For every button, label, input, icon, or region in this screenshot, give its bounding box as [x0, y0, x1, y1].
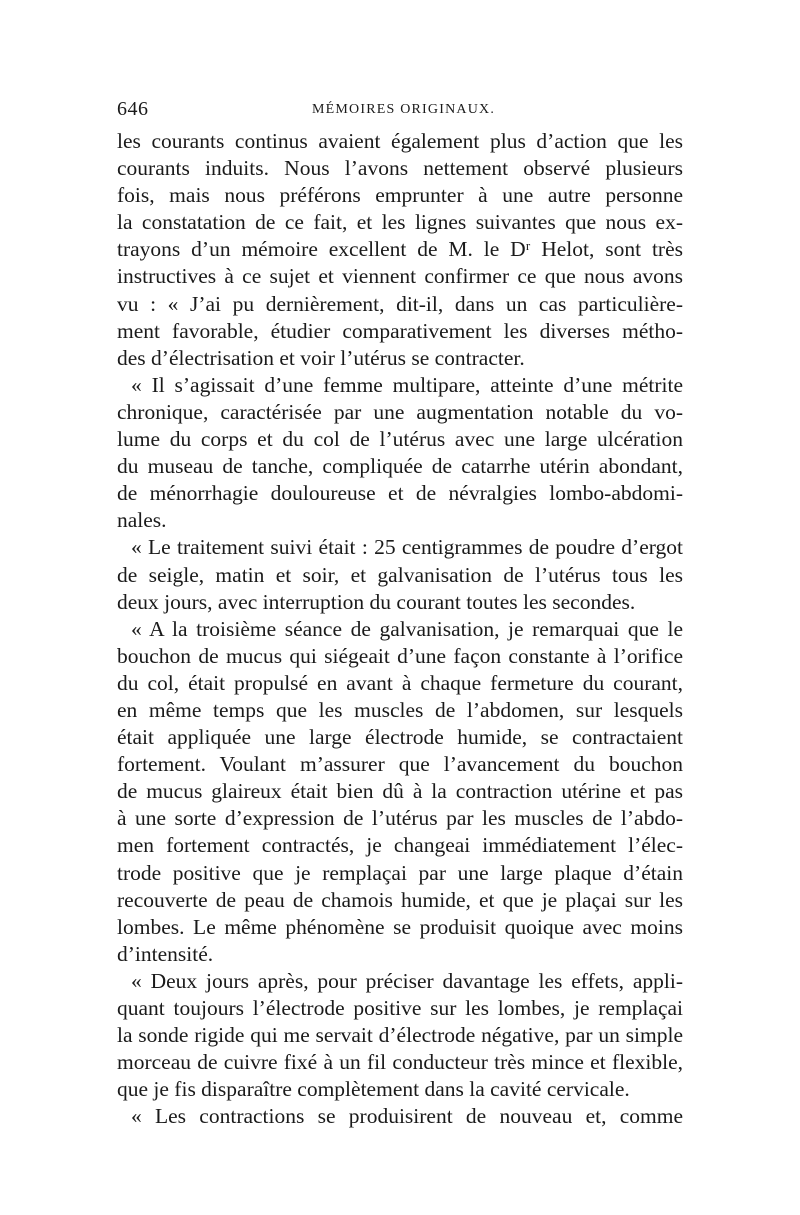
page-number: 646 — [117, 98, 149, 120]
text-line: les courants continus avaient également plus d’action que les — [117, 129, 683, 153]
text-line: de ménorrhagie douloureuse et de névralgies lombo-abdomi- — [117, 481, 683, 506]
text-line: était appliquée une large électrode humide, se contractaient — [117, 725, 683, 750]
text-line: fois, mais nous préférons emprunter à une autre personne — [117, 183, 683, 208]
text-line: « Les contractions se produisirent de nouveau et, comme — [131, 1104, 683, 1129]
text-line: chronique, caractérisée par une augmentation notable du vo- — [117, 399, 683, 424]
text-line: instructives à ce sujet et viennent confirmer ce que nous avons — [117, 264, 683, 289]
text-line: « Il s’agissait d’une femme multipare, atteinte d’une métrite — [131, 372, 683, 397]
text-line: deux jours, avec interruption du courant toutes les secondes. — [117, 589, 636, 614]
running-title: MÉMOIRES ORIGINAUX. — [312, 102, 496, 117]
text-line: « Le traitement suivi était : 25 centigrammes de poudre d’ergot — [131, 535, 683, 560]
text-line: fortement. Voulant m’assurer que l’avancement du bouchon — [117, 752, 683, 777]
text-line: lume du corps et du col de l’utérus avec une large ulcération — [117, 427, 683, 452]
text-line: courants induits. Nous l’avons nettement observé plusieurs — [117, 156, 683, 181]
text-line: lombes. Le même phénomène se produisit quoique avec moins — [117, 914, 683, 939]
text-line: quant toujours l’électrode positive sur les lombes, je remplaçai — [117, 996, 683, 1020]
text-line: trode positive que je remplaçai par une large plaque d’étain — [117, 860, 683, 885]
text-line: du museau de tanche, compliquée de catarrhe utérin abondant, — [117, 454, 683, 479]
text-line: d’intensité. — [117, 941, 214, 966]
text-line: la sonde rigide qui me servait d’électrode négative, par un simple — [117, 1023, 683, 1048]
text-line: recouverte de peau de chamois humide, et que je plaçai sur les — [117, 887, 683, 912]
text-line: des d’électrisation et voir l’utérus se contracter. — [117, 345, 525, 370]
text-line: trayons d’un mémoire excellent de M. le Dʳ Helot, sont très — [117, 237, 683, 262]
text-line: « A la troisième séance de galvanisation, je remarquai que le — [131, 616, 683, 641]
running-head — [117, 98, 687, 122]
text-line: de mucus glaireux était bien dû à la contraction utérine et pas — [117, 779, 683, 804]
text-line: de seigle, matin et soir, et galvanisation de l’utérus tous les — [117, 562, 683, 587]
text-line: nales. — [117, 508, 167, 533]
text-line: vu : « J’ai pu dernièrement, dit-il, dans un cas particulière- — [117, 291, 683, 316]
text-line: morceau de cuivre fixé à un fil conducteur très mince et flexible, — [117, 1050, 683, 1075]
text-line: que je fis disparaître complètement dans la cavité cervicale. — [117, 1077, 630, 1102]
text-line: du col, était propulsé en avant à chaque fermeture du courant, — [117, 670, 683, 695]
body-text — [117, 128, 683, 1130]
text-line: « Deux jours après, pour préciser davantage les effets, appli- — [131, 968, 683, 993]
text-line: la constatation de ce fait, et les lignes suivantes que nous ex- — [117, 210, 683, 235]
text-line: en même temps que les muscles de l’abdomen, sur lesquels — [117, 697, 683, 722]
text-line: men fortement contractés, je changeai immédiatement l’élec- — [117, 833, 683, 858]
text-line: bouchon de mucus qui siégeait d’une façon constante à l’orifice — [117, 643, 683, 668]
text-line: à une sorte d’expression de l’utérus par les muscles de l’abdo- — [117, 806, 683, 831]
text-line: ment favorable, étudier comparativement les diverses métho- — [117, 318, 683, 343]
